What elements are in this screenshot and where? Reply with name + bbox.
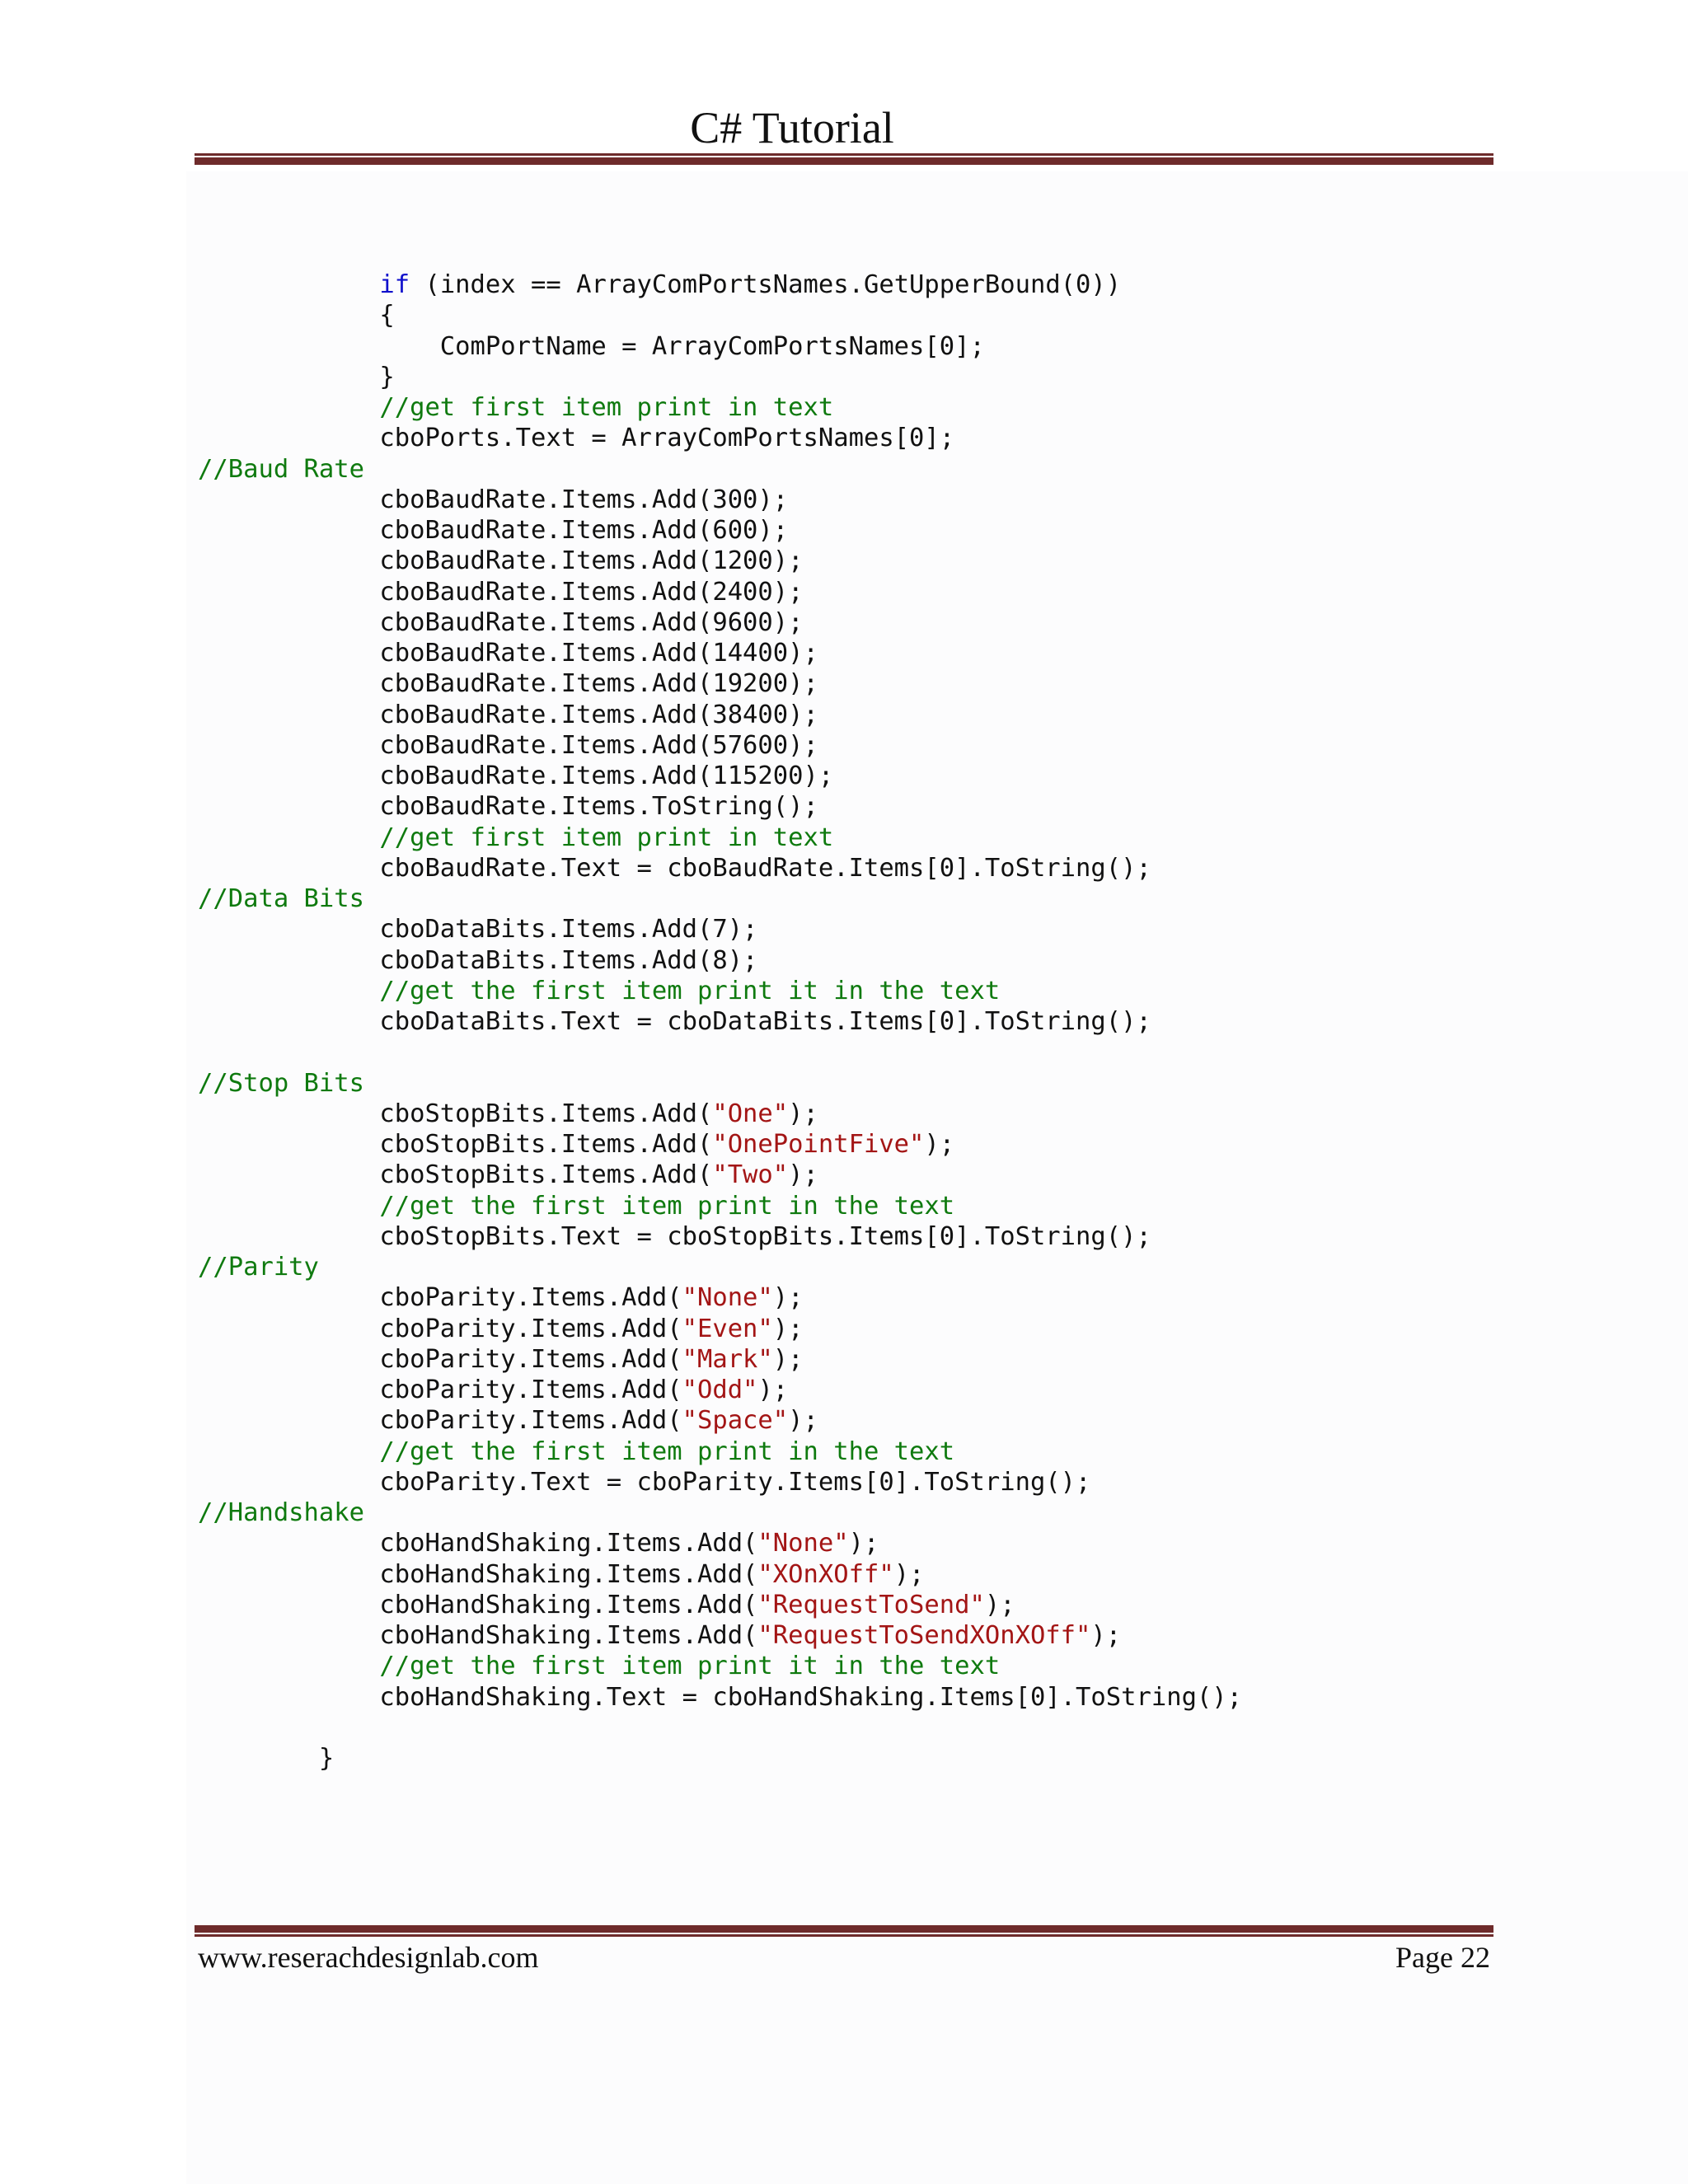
code-text: cboStopBits.Items.Add( bbox=[198, 1160, 713, 1190]
code-line bbox=[198, 1375, 1242, 1405]
code-text: { bbox=[198, 301, 395, 330]
code-comment: //Stop Bits bbox=[198, 1068, 364, 1098]
code-text bbox=[198, 977, 379, 1005]
code-keyword: if bbox=[379, 270, 410, 299]
code-line bbox=[198, 1252, 1242, 1282]
page-title: C# Tutorial bbox=[690, 103, 894, 152]
code-text: cboHandShaking.Items.Add( bbox=[198, 1559, 758, 1589]
code-string: "Odd" bbox=[682, 1376, 758, 1404]
code-string: "Space" bbox=[682, 1406, 789, 1436]
code-text: cboParity.Items.Add( bbox=[198, 1314, 682, 1343]
code-text bbox=[198, 1652, 379, 1680]
code-text: cboParity.Text = cboParity.Items[0].ToString(); bbox=[198, 1467, 1091, 1497]
code-line bbox=[198, 853, 1242, 883]
code-comment: //Parity bbox=[198, 1253, 319, 1282]
code-line bbox=[198, 1191, 1242, 1221]
footer-rule-thick bbox=[195, 1925, 1493, 1933]
code-block bbox=[198, 269, 1242, 1774]
code-text: cboHandShaking.Items.Add( bbox=[198, 1621, 758, 1650]
code-line bbox=[198, 1743, 1242, 1774]
code-line bbox=[198, 607, 1242, 638]
code-text: ); bbox=[924, 1130, 955, 1159]
code-text: cboBaudRate.Items.Add(19200); bbox=[198, 669, 818, 699]
code-comment: //Baud Rate bbox=[198, 454, 364, 484]
code-line bbox=[198, 1713, 1242, 1743]
code-line bbox=[198, 638, 1242, 668]
code-text: cboBaudRate.Items.Add(38400); bbox=[198, 700, 818, 729]
header-rule-thin bbox=[195, 153, 1493, 156]
code-string: "RequestToSendXOnXOff" bbox=[757, 1621, 1091, 1650]
code-line bbox=[198, 1528, 1242, 1558]
code-line bbox=[198, 1682, 1242, 1713]
code-line bbox=[198, 515, 1242, 546]
code-string: "XOnXOff" bbox=[757, 1559, 894, 1589]
code-line bbox=[198, 1037, 1242, 1067]
code-text: cboBaudRate.Items.Add(14400); bbox=[198, 639, 818, 668]
code-string: "OnePointFive" bbox=[712, 1130, 925, 1159]
code-text: ); bbox=[788, 1406, 818, 1436]
code-text bbox=[198, 1192, 379, 1221]
code-line bbox=[198, 761, 1242, 791]
code-text: ); bbox=[772, 1344, 804, 1374]
code-text: cboBaudRate.Items.Add(1200); bbox=[198, 546, 804, 576]
code-line bbox=[198, 546, 1242, 576]
code-line bbox=[198, 1651, 1242, 1681]
code-text: cboStopBits.Items.Add( bbox=[198, 1099, 713, 1128]
code-line bbox=[198, 1467, 1242, 1497]
code-text bbox=[198, 823, 379, 852]
code-text: cboHandShaking.Items.Add( bbox=[198, 1590, 758, 1619]
code-line bbox=[198, 1497, 1242, 1528]
code-line bbox=[198, 1559, 1242, 1590]
code-text: cboDataBits.Items.Add(8); bbox=[198, 945, 758, 975]
code-text: cboStopBits.Items.Add( bbox=[198, 1130, 713, 1159]
code-line bbox=[198, 485, 1242, 515]
code-line bbox=[198, 883, 1242, 914]
code-string: "None" bbox=[682, 1283, 773, 1313]
code-text: cboBaudRate.Items.Add(300); bbox=[198, 485, 789, 514]
code-line bbox=[198, 1282, 1242, 1313]
code-line bbox=[198, 300, 1242, 330]
code-text: cboBaudRate.Items.Add(115200); bbox=[198, 762, 834, 790]
code-text: ); bbox=[757, 1376, 789, 1404]
code-line bbox=[198, 577, 1242, 607]
code-line bbox=[198, 362, 1242, 392]
code-text: ); bbox=[788, 1160, 818, 1190]
code-text bbox=[198, 1437, 379, 1466]
code-text: cboDataBits.Text = cboDataBits.Items[0].ToString(); bbox=[198, 1007, 1151, 1036]
code-line bbox=[198, 1405, 1242, 1436]
code-line bbox=[198, 454, 1242, 485]
code-line bbox=[198, 269, 1242, 300]
code-line bbox=[198, 823, 1242, 853]
code-text: cboParity.Items.Add( bbox=[198, 1376, 682, 1404]
code-string: "Two" bbox=[712, 1160, 789, 1190]
code-string: "Even" bbox=[682, 1314, 773, 1343]
header-rule-thick bbox=[195, 157, 1493, 165]
code-line bbox=[198, 668, 1242, 699]
code-comment: //Handshake bbox=[198, 1498, 364, 1527]
code-text bbox=[198, 393, 379, 422]
code-comment: //get first item print in text bbox=[379, 393, 834, 422]
code-line bbox=[198, 1344, 1242, 1375]
code-string: "One" bbox=[712, 1099, 789, 1128]
code-comment: //get the first item print it in the text bbox=[379, 976, 1001, 1005]
footer-page-number: Page 22 bbox=[1395, 1941, 1490, 1974]
code-text: ); bbox=[788, 1099, 818, 1128]
code-line bbox=[198, 791, 1242, 822]
code-text: cboBaudRate.Items.Add(57600); bbox=[198, 730, 818, 760]
code-text: cboHandShaking.Text = cboHandShaking.Items[0].ToString(); bbox=[198, 1682, 1243, 1712]
code-string: "Mark" bbox=[682, 1344, 773, 1374]
code-text: cboBaudRate.Items.Add(600); bbox=[198, 516, 789, 545]
code-line bbox=[198, 1590, 1242, 1620]
code-line bbox=[198, 700, 1242, 730]
code-text: cboHandShaking.Items.Add( bbox=[198, 1529, 758, 1558]
code-line bbox=[198, 914, 1242, 944]
code-line bbox=[198, 730, 1242, 761]
code-text: cboBaudRate.Items.ToString(); bbox=[198, 792, 818, 822]
code-line bbox=[198, 1129, 1242, 1160]
code-line bbox=[198, 1314, 1242, 1344]
code-comment: //get the first item print it in the text bbox=[379, 1652, 1001, 1681]
code-line bbox=[198, 1099, 1242, 1129]
code-text: ); bbox=[1090, 1621, 1122, 1650]
code-text: } bbox=[198, 362, 395, 391]
code-text: ); bbox=[893, 1559, 925, 1589]
code-line bbox=[198, 392, 1242, 423]
code-text: ); bbox=[984, 1590, 1015, 1619]
code-line bbox=[198, 331, 1242, 362]
code-text: ); bbox=[848, 1529, 879, 1558]
code-line bbox=[198, 945, 1242, 976]
code-line bbox=[198, 423, 1242, 453]
code-text: cboStopBits.Text = cboStopBits.Items[0].ToString(); bbox=[198, 1221, 1151, 1251]
code-text: ); bbox=[772, 1314, 804, 1343]
code-line bbox=[198, 976, 1242, 1006]
code-line bbox=[198, 1068, 1242, 1099]
code-line bbox=[198, 1620, 1242, 1651]
code-text: cboParity.Items.Add( bbox=[198, 1406, 682, 1436]
code-text: ); bbox=[772, 1283, 804, 1313]
code-text: cboBaudRate.Items.Add(9600); bbox=[198, 607, 804, 637]
code-text: cboParity.Items.Add( bbox=[198, 1344, 682, 1374]
code-text: (index == ArrayComPortsNames.GetUpperBound(0)) bbox=[410, 270, 1122, 299]
code-text: cboPorts.Text = ArrayComPortsNames[0]; bbox=[198, 424, 955, 453]
code-comment: //Data Bits bbox=[198, 884, 364, 913]
code-text: ComPortName = ArrayComPortsNames[0]; bbox=[198, 331, 985, 361]
code-text: cboDataBits.Items.Add(7); bbox=[198, 915, 758, 944]
code-string: "None" bbox=[757, 1529, 849, 1558]
code-text: cboBaudRate.Items.Add(2400); bbox=[198, 577, 804, 607]
code-comment: //get first item print in text bbox=[379, 823, 834, 852]
code-text bbox=[198, 270, 379, 299]
code-text: cboBaudRate.Text = cboBaudRate.Items[0].ToString(); bbox=[198, 853, 1151, 883]
footer-website: www.reserachdesignlab.com bbox=[198, 1941, 539, 1974]
code-line bbox=[198, 1160, 1242, 1190]
code-text: cboParity.Items.Add( bbox=[198, 1283, 682, 1313]
code-string: "RequestToSend" bbox=[757, 1590, 985, 1619]
code-comment: //get the first item print in the text bbox=[379, 1191, 955, 1221]
code-line bbox=[198, 1221, 1242, 1252]
code-comment: //get the first item print in the text bbox=[379, 1436, 955, 1466]
code-line bbox=[198, 1006, 1242, 1037]
code-line bbox=[198, 1436, 1242, 1467]
code-text: } bbox=[198, 1744, 335, 1773]
